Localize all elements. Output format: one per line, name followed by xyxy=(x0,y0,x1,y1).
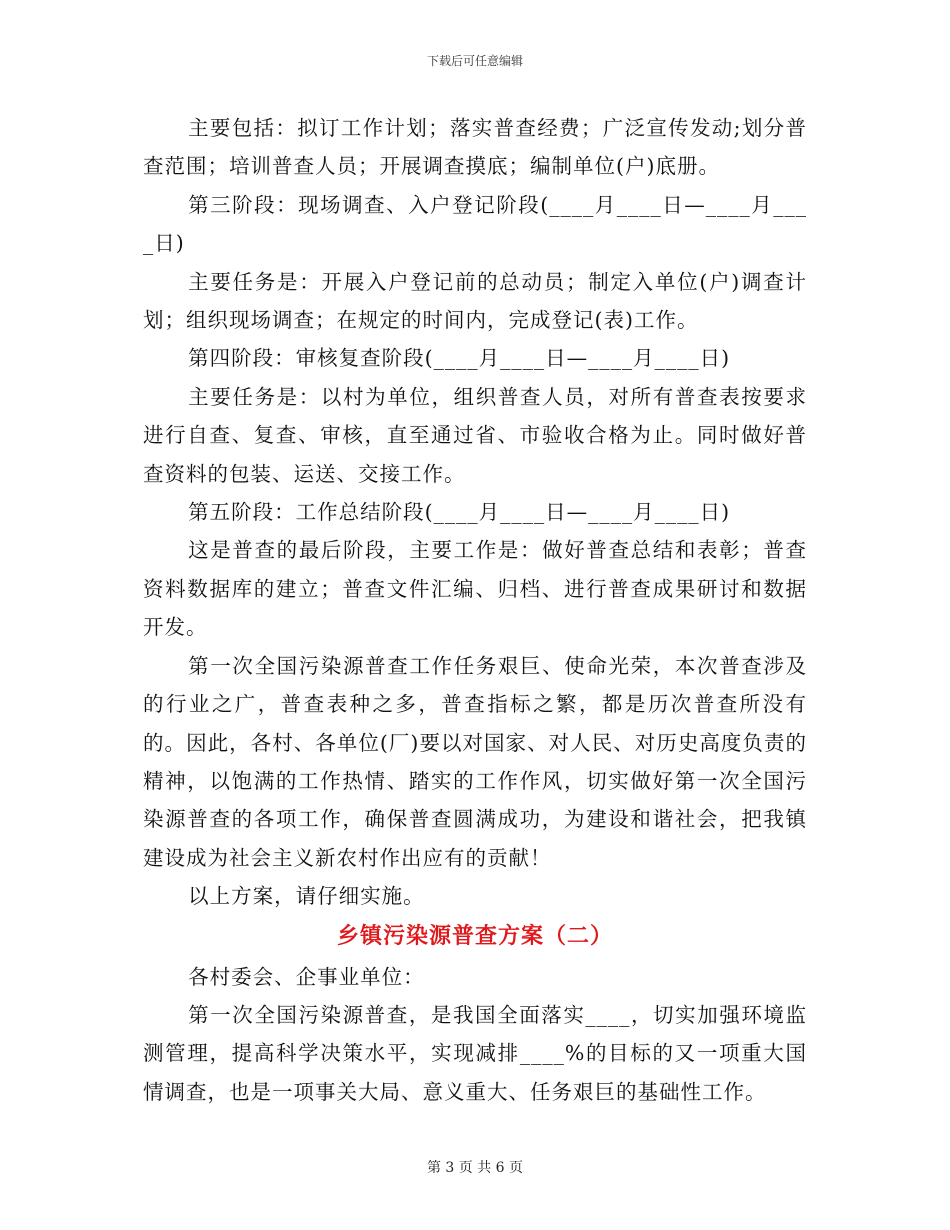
paragraph-implement: 以上方案，请仔细实施。 xyxy=(188,884,425,909)
page-footer: 第 3 页 共 6 页 xyxy=(426,1160,524,1176)
paragraph-addressee: 各村委会、企事业单位： xyxy=(188,964,425,989)
paragraph-phase-5: 第五阶段：工作总结阶段(____月____日—____月____日) xyxy=(188,500,731,525)
paragraph-phase-3: 第三阶段：现场调查、入户登记阶段(____月____日—____月____日) xyxy=(143,192,807,256)
section-title: 乡镇污染源普查方案（二） xyxy=(336,923,613,949)
paragraph-phase-4-tasks: 主要任务是：以村为单位，组织普查人员，对所有普查表按要求进行自查、复查、审核，直至通过省、市验收合格为止。同时做好普查资料的包装、运送、交接工作。 xyxy=(143,384,807,486)
document-body xyxy=(143,109,807,1111)
paragraph-closing-appeal: 第一次全国污染源普查工作任务艰巨、使命光荣，本次普查涉及的行业之广，普查表种之多，普查指标之繁，都是历次普查所没有的。因此，各村、各单位(厂)要以对国家、对人民、对历史高度负责的精神，以饱满的工作热情、踏实的工作作风，切实做好第一次全国污染源普查的各项工作，确保普查圆满成功，为建设和谐社会，把我镇建设成为社会主义新农村作出应有的贡献！ xyxy=(143,653,807,870)
paragraph-main-tasks-prep: 主要包括：拟订工作计划；落实普查经费；广泛宣传发动;划分普查范围；培训普查人员；开展调查摸底；编制单位(户)底册。 xyxy=(143,116,807,179)
paragraph-intro: 第一次全国污染源普查，是我国全面落实____，切实加强环境监测管理，提高科学决策水平，实现减排____%的目标的又一项重大国情调查，也是一项事关大局、意义重大、任务艰巨的基础性工作。 xyxy=(143,1002,807,1104)
paragraph-phase-4: 第四阶段：审核复查阶段(____月____日—____月____日) xyxy=(188,346,731,371)
paragraph-phase-5-tasks: 这是普查的最后阶段，主要工作是：做好普查总结和表彰；普查资料数据库的建立；普查文件汇编、归档、进行普查成果研讨和数据开发。 xyxy=(143,538,807,640)
page-header: 下载后可任意编辑 xyxy=(426,54,523,68)
paragraph-phase-3-tasks: 主要任务是：开展入户登记前的总动员；制定入单位(户)调查计划；组织现场调查；在规定的时间内，完成登记(表)工作。 xyxy=(143,269,807,333)
